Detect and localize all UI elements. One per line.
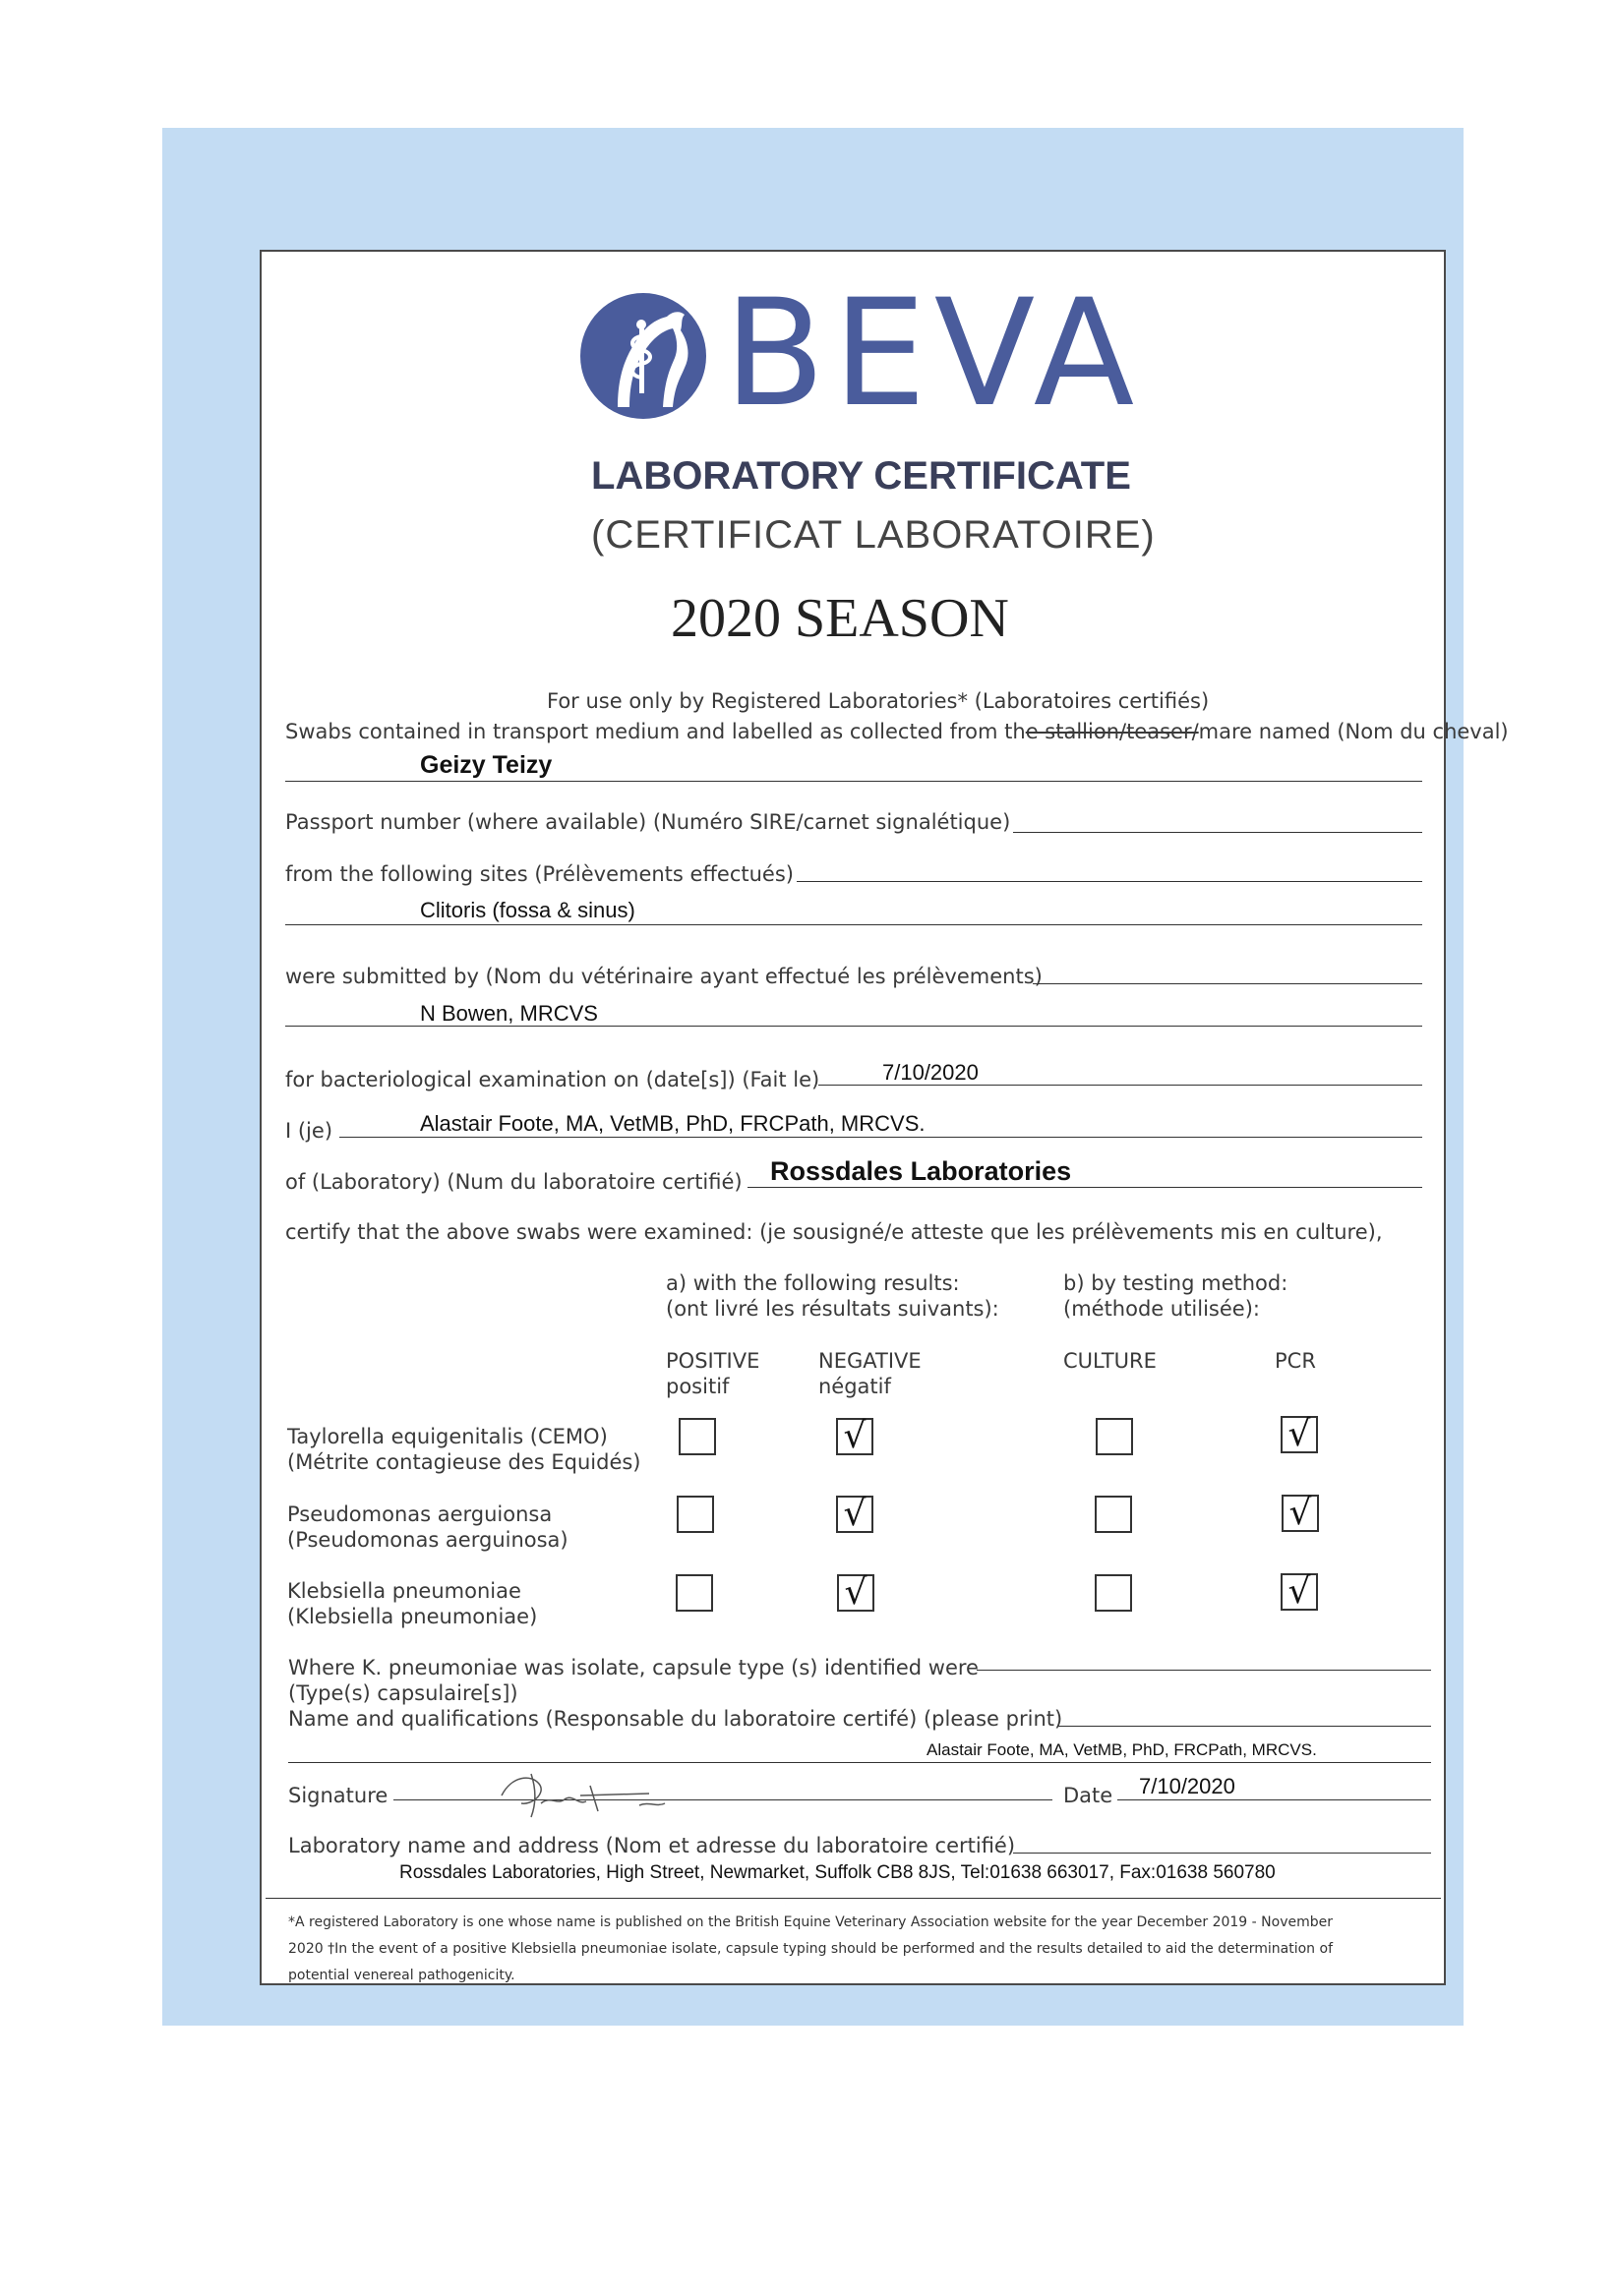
intro-line-2: Swabs contained in transport medium and labelled as collected from the stallion/teaser/mare named (Nom du cheval) [285, 720, 1509, 743]
checkbox-positive[interactable] [676, 1574, 713, 1612]
exam-date-label: for bacteriological examination on (date[s]) (Fait le) [285, 1068, 820, 1091]
certify-text: certify that the above swabs were examined: (je sousigné/e atteste que les prélèvements mis en culture), [285, 1220, 1383, 1244]
checkbox-culture[interactable] [1095, 1574, 1132, 1612]
submitted-value: N Bowen, MRCVS [420, 1001, 598, 1026]
organism-1-name: Taylorella equigenitalis (CEMO) [287, 1425, 608, 1448]
footnote [288, 1910, 1333, 1989]
exam-date-value: 7/10/2020 [882, 1060, 979, 1085]
horse-name-line [285, 781, 1422, 782]
checkbox-positive[interactable] [677, 1496, 714, 1533]
season-heading: 2020 SEASON [671, 588, 1009, 649]
check-icon: √ [1288, 1493, 1312, 1533]
signature-image [492, 1766, 688, 1825]
footnote-line-2: 2020 †In the event of a positive Klebsiella pneumoniae isolate, capsule typing should be performed and the results detailed to aid the determination of [288, 1941, 1333, 1957]
check-icon: √ [1287, 1571, 1311, 1612]
header-negative-fr: négatif [818, 1375, 891, 1398]
results-col-a-line-1: a) with the following results: [666, 1271, 960, 1295]
footnote-line-3: potential venereal pathogenicity. [288, 1968, 515, 1983]
organism-2-name-fr: (Pseudomonas aerguinosa) [287, 1528, 568, 1552]
results-col-a-line-2: (ont livré les résultats suivants): [666, 1297, 999, 1321]
checkbox-pcr[interactable] [1281, 1416, 1318, 1453]
address-line [1013, 1853, 1431, 1854]
address-label: Laboratory name and address (Nom et adresse du laboratoire certifié) [288, 1834, 1016, 1857]
header-pcr: PCR [1275, 1349, 1316, 1373]
sites-line-1 [797, 881, 1422, 882]
organism-2-name: Pseudomonas aerguionsa [287, 1502, 553, 1526]
date-value: 7/10/2020 [1139, 1774, 1235, 1798]
name-qualifications-line-1 [1057, 1726, 1431, 1727]
intro-line-1: For use only by Registered Laboratories* (Laboratoires certifiés) [547, 689, 1210, 713]
header-positive-fr: positif [666, 1375, 730, 1398]
beva-logo-text: BEVA [724, 268, 1143, 440]
organism-3-name-fr: (Klebsiella pneumoniae) [287, 1605, 538, 1628]
beva-logo-icon [578, 291, 708, 421]
page-subtitle: (CERTIFICAT LABORATOIRE) [591, 513, 1156, 557]
capsule-label-fr: (Type(s) capsulaire[s]) [288, 1681, 518, 1705]
check-icon: √ [843, 1494, 867, 1534]
i-line [339, 1137, 1422, 1138]
laboratory-value: Rossdales Laboratories [770, 1156, 1072, 1186]
submitted-line-1 [1033, 983, 1422, 984]
sites-line-2 [285, 924, 1422, 925]
address-value: Rossdales Laboratories, High Street, Newmarket, Suffolk CB8 8JS, Tel:01638 663017, Fax:01638 560780 [399, 1862, 1276, 1883]
capsule-label: Where K. pneumoniae was isolate, capsule type (s) identified were [288, 1656, 979, 1679]
signature-label: Signature [288, 1784, 389, 1807]
organism-1-name-fr: (Métrite contagieuse des Equidés) [287, 1450, 641, 1474]
checkbox-negative[interactable] [836, 1496, 873, 1533]
sites-value: Clitoris (fossa & sinus) [420, 898, 635, 922]
checkbox-culture[interactable] [1096, 1418, 1133, 1455]
name-qualifications-label: Name and qualifications (Responsable du laboratoire certifé) (please print) [288, 1707, 1063, 1731]
date-line [1117, 1799, 1431, 1800]
i-value: Alastair Foote, MA, VetMB, PhD, FRCPath, MRCVS. [420, 1111, 926, 1136]
submitted-line-2 [285, 1026, 1422, 1027]
laboratory-line [748, 1187, 1422, 1188]
footnote-divider [266, 1898, 1441, 1899]
horse-name-value: Geizy Teizy [420, 751, 553, 779]
checkbox-negative[interactable] [836, 1418, 873, 1455]
name-qualifications-value: Alastair Foote, MA, VetMB, PhD, FRCPath, MRCVS. [927, 1740, 1317, 1759]
checkbox-culture[interactable] [1095, 1496, 1132, 1533]
i-label: I (je) [285, 1119, 333, 1143]
checkbox-positive[interactable] [679, 1418, 716, 1455]
date-label: Date [1063, 1784, 1113, 1807]
check-icon: √ [843, 1416, 867, 1456]
results-col-b-line-2: (méthode utilisée): [1063, 1297, 1260, 1321]
page-title: LABORATORY CERTIFICATE [591, 454, 1131, 498]
check-icon: √ [844, 1572, 867, 1613]
check-icon: √ [1287, 1414, 1311, 1454]
capsule-line [977, 1670, 1431, 1671]
passport-label: Passport number (where available) (Numéro SIRE/carnet signalétique) [285, 810, 1011, 834]
header-positive: POSITIVE [666, 1349, 760, 1373]
checkbox-negative[interactable] [837, 1574, 874, 1612]
submitted-label: were submitted by (Nom du vétérinaire ayant effectué les prélèvements) [285, 965, 1043, 988]
footnote-line-1: *A registered Laboratory is one whose name is published on the British Equine Veterinary Association website for the year December 2019 - November [288, 1914, 1333, 1930]
header-culture: CULTURE [1063, 1349, 1157, 1373]
results-col-b-line-1: b) by testing method: [1063, 1271, 1288, 1295]
checkbox-pcr[interactable] [1281, 1573, 1318, 1611]
laboratory-label: of (Laboratory) (Num du laboratoire certifié) [285, 1170, 743, 1194]
passport-line [1013, 832, 1422, 833]
exam-date-line [818, 1085, 1422, 1086]
sites-label: from the following sites (Prélèvements effectués) [285, 862, 794, 886]
organism-3-name: Klebsiella pneumoniae [287, 1579, 521, 1603]
name-qualifications-line-2 [288, 1762, 1431, 1763]
checkbox-pcr[interactable] [1282, 1495, 1319, 1532]
header-negative: NEGATIVE [818, 1349, 922, 1373]
